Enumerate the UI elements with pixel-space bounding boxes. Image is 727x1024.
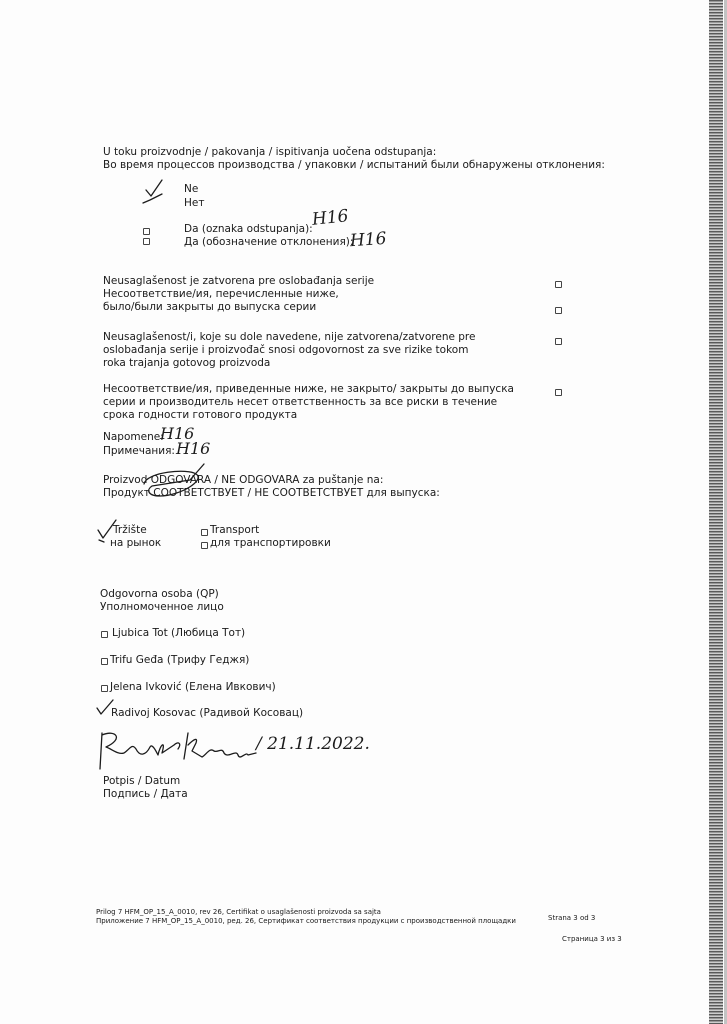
option-no-ru: Нет bbox=[184, 197, 205, 209]
checkbox-nc-closed-ru bbox=[555, 307, 562, 314]
handwritten-deviation-ref-1: H16 bbox=[311, 206, 350, 230]
sign-label-ru: Подпись / Дата bbox=[103, 788, 188, 800]
option-market-ru: на рынок bbox=[110, 537, 162, 549]
nc-open-sr-1: Neusaglašenost/i, koje su dole navedene, nije zatvorena/zatvorene pre bbox=[103, 331, 476, 343]
nc-closed-sr: Neusaglašenost je zatvorena pre oslobađanja serije bbox=[103, 275, 375, 287]
nc-open-sr-3: roka trajanja gotovog proizvoda bbox=[103, 357, 271, 369]
qp-title-sr: Odgovorna osoba (QP) bbox=[100, 588, 219, 600]
checkbox-qp-0 bbox=[101, 631, 108, 638]
qp-person: Jelena Ivković (Елена Ивкович) bbox=[110, 681, 276, 693]
option-transport-ru: для транспортировки bbox=[210, 537, 331, 549]
checkbox-yes-ru bbox=[143, 238, 150, 245]
circle-odgovara-mark bbox=[140, 466, 230, 506]
signature bbox=[96, 725, 266, 775]
scan-edge bbox=[709, 0, 723, 1024]
checkbox-nc-open-ru bbox=[555, 389, 562, 396]
qp-person: Ljubica Tot (Любица Тот) bbox=[112, 627, 246, 639]
nc-closed-ru-2: было/были закрыты до выпуска серии bbox=[103, 301, 317, 313]
nc-closed-ru-1: Несоответствие/ия, перечисленные ниже, bbox=[103, 288, 339, 300]
option-no-sr: Ne bbox=[184, 183, 199, 195]
checkbox-yes-sr bbox=[143, 228, 150, 235]
option-transport-sr: Transport bbox=[210, 524, 260, 536]
notes-label-sr: Napomene: bbox=[103, 431, 164, 443]
checkbox-qp-1 bbox=[101, 658, 108, 665]
checkbox-transport-ru bbox=[201, 542, 208, 549]
checkbox-nc-closed-sr bbox=[555, 281, 562, 288]
nc-open-sr-2: oslobađanja serije i proizvođač snosi odgovornost za sve rizike tokom bbox=[103, 344, 469, 356]
checkbox-transport-sr bbox=[201, 529, 208, 536]
handwritten-note-2: H16 bbox=[176, 439, 211, 458]
sign-label-sr: Potpis / Datum bbox=[103, 775, 181, 787]
nc-open-ru-1: Несоответствие/ия, приведенные ниже, не закрыто/ закрыты до выпуска bbox=[103, 383, 514, 395]
release-line-sr: Proizvod ODGOVARA / NE ODGOVARA za puštanje na: bbox=[103, 474, 384, 486]
qp-person: Radivoj Kosovac (Радивой Косовац) bbox=[111, 707, 304, 719]
qp-title-ru: Уполномоченное лицо bbox=[100, 601, 224, 613]
checkbox-qp-2 bbox=[101, 685, 108, 692]
checkbox-nc-open-sr bbox=[555, 338, 562, 345]
deviations-question-ru: Во время процессов производства / упаковки / испытаний были обнаружены отклонения: bbox=[103, 159, 605, 171]
option-yes-ru: Да (обозначение отклонения): bbox=[184, 236, 354, 248]
nc-open-ru-3: срока годности готового продукта bbox=[103, 409, 298, 421]
signature-date: / 21.11.2022. bbox=[256, 734, 370, 754]
handwritten-note-1: H16 bbox=[160, 424, 195, 443]
option-yes-sr: Da (oznaka odstupanja): bbox=[184, 223, 313, 235]
qp-person: Trifu Geđa (Трифу Геджя) bbox=[110, 654, 250, 666]
handwritten-deviation-ref-2: H16 bbox=[349, 228, 388, 252]
footer-line-ru: Приложение 7 HFM_OP_15_A_0010, ред. 26, Сертификат соответствия продукции с производственной площадки bbox=[96, 917, 516, 925]
release-line-ru: Продукт СООТВЕТСТВУЕТ / НЕ СООТВЕТСТВУЕТ для выпуска: bbox=[103, 487, 440, 499]
footer-page-sr: Strana 3 od 3 bbox=[548, 914, 596, 922]
option-market-sr: Tržište bbox=[113, 524, 147, 536]
nc-open-ru-2: серии и производитель несет ответственность за все риски в течение bbox=[103, 396, 498, 408]
footer-line-sr: Prilog 7 HFM_OP_15_A_0010, rev 26, Certifikat o usaglašenosti proizvoda sa sajta bbox=[96, 908, 381, 916]
deviations-question-sr: U toku proizvodnje / pakovanja / ispitivanja uočena odstupanja: bbox=[103, 146, 437, 158]
footer-page-ru: Страница 3 из 3 bbox=[562, 935, 622, 943]
notes-label-ru: Примечания: bbox=[103, 445, 175, 457]
checkmark-no bbox=[140, 178, 170, 208]
